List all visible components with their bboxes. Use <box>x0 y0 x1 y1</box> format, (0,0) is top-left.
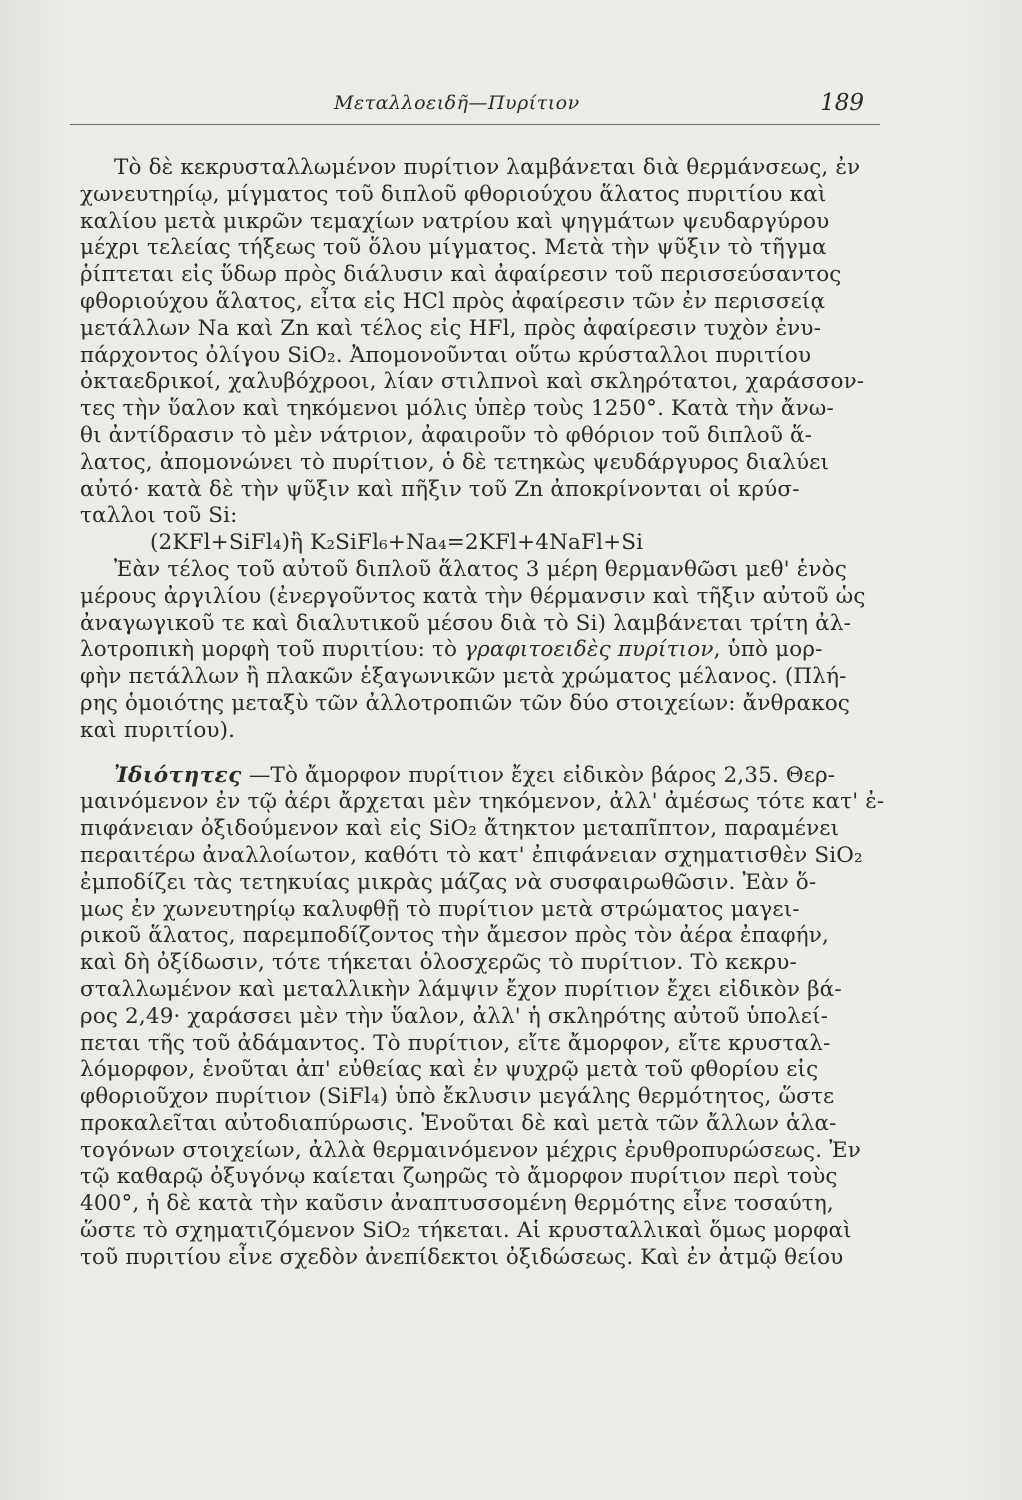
text-line: προκαλεῖται αὐτοδιαπύρωσις. Ἑνοῦται δὲ καὶ μετὰ τῶν ἄλλων ἁλα- <box>80 1110 837 1136</box>
italic-term: γραφιτοειδὲς πυρίτιον <box>464 637 714 663</box>
text-line: τογόνων στοιχείων, ἀλλὰ θερμαινόμενον μέχρις ἐρυθροπυρώσεως. Ἐν <box>80 1137 861 1163</box>
text-line: ρος 2,49· χαράσσει μὲν τὴν ὕαλον, ἀλλ' ἡ σκληρότης αὐτοῦ ὑπολεί- <box>80 1003 829 1029</box>
text-line-with-italic <box>80 637 880 664</box>
text-line: λατος, ἀπομονώνει τὸ πυρίτιον, ὁ δὲ τετηκὼς ψευδάργυρος διαλύει <box>80 449 830 475</box>
text-line: ταλλοι τοῦ Si: <box>80 503 238 529</box>
section-title: Ἰδιότητες <box>114 762 242 788</box>
text-line: 400°, ἡ δὲ κατὰ τὴν καῦσιν ἀναπτυσσομένη θερμότης εἶνε τοσαύτη, <box>80 1191 834 1217</box>
page-header <box>70 90 880 125</box>
text-line: φθοριούχου ἅλατος, εἶτα εἰς HCl πρὸς ἀφαίρεσιν τῶν ἐν περισσείᾳ <box>80 288 826 314</box>
text-run: λοτροπικὴ μορφὴ τοῦ πυριτίου: τὸ <box>80 637 465 663</box>
section-first-line <box>80 763 880 790</box>
text-line: αὐτό· κατὰ δὲ τὴν ψῦξιν καὶ πῆξιν τοῦ Zn ἀποκρίνονται οἱ κρύσ- <box>80 476 800 502</box>
text-line: μαινόμενον ἐν τῷ ἀέρι ἄρχεται μὲν τηκόμενον, ἀλλ' ἀμέσως τότε κατ' ἐ- <box>80 789 885 815</box>
text-line: φὴν πετάλλων ἢ πλακῶν ἑξαγωνικῶν μετὰ χρώματος μέλανος. (Πλή- <box>80 664 847 690</box>
text-run: —Τὸ ἄμορφον πυρίτιον ἔχει εἰδικὸν βάρος 2,35. Θερ- <box>241 762 836 788</box>
text-line: τες τὴν ὕαλον καὶ τηκόμενοι μόλις ὑπὲρ τοὺς 1250°. Κατὰ τὴν ἄνω- <box>80 396 834 422</box>
text-line: μως ἐν χωνευτηρίῳ καλυφθῇ τὸ πυρίτιον μετὰ στρώματος μαγει- <box>80 896 800 922</box>
text-line: ἀναγωγικοῦ τε καὶ διαλυτικοῦ μέσου διὰ τὸ Si) λαμβάνεται τρίτη ἀλ- <box>80 610 852 636</box>
page-body <box>80 155 885 1272</box>
text-run: , ὑπὸ μορ- <box>713 637 823 663</box>
text-line: ρικοῦ ἅλατος, παρεμποδίζοντος τὴν ἄμεσον πρὸς τὸν ἀέρα ἐπαφήν, <box>80 923 829 949</box>
paragraph-crystalline-preparation <box>80 155 880 530</box>
text-line: Ἐὰν τέλος τοῦ αὐτοῦ διπλοῦ ἅλατος 3 μέρη θερμανθῶσι μεθ' ἑνὸς <box>114 556 847 582</box>
text-line: τῷ καθαρῷ ὀξυγόνῳ καίεται ζωηρῶς τὸ ἄμορφον πυρίτιον περὶ τοὺς <box>80 1164 838 1190</box>
text-line: θι ἀντίδρασιν τὸ μὲν νάτριον, ἀφαιροῦν τὸ φθόριον τοῦ διπλοῦ ἅ- <box>80 422 813 448</box>
text-line: Τὸ δὲ κεκρυσταλλωμένον πυρίτιον λαμβάνεται διὰ θερμάνσεως, ἐν <box>114 155 861 180</box>
page-number: 189 <box>820 90 864 116</box>
text-line: μέχρι τελείας τήξεως τοῦ ὅλου μίγματος. Μετὰ τὴν ψῦξιν τὸ τῆγμα <box>80 235 827 261</box>
text-line: πεται τῆς τοῦ ἀδάμαντος. Τὸ πυρίτιον, εἴτε ἄμορφον, εἴτε κρυσταλ- <box>80 1030 831 1056</box>
running-title: Μεταλλοειδῆ—Πυρίτιον <box>334 92 580 114</box>
text-line: μέρους ἀργιλίου (ἐνεργοῦντος κατὰ τὴν θέρμανσιν καὶ τῆξιν αὐτοῦ ὡς <box>80 583 866 609</box>
text-line: σταλλωμένον καὶ μεταλλικὴν λάμψιν ἔχον πυρίτιον ἔχει εἰδικὸν βά- <box>80 976 842 1002</box>
chemical-equation: (2KFl+SiFl₄)ἢ K₂SiFl₆+Na₄=2KFl+4NaFl+Si <box>150 530 644 556</box>
text-line: λόμορφον, ἑνοῦται ἀπ' εὐθείας καὶ ἐν ψυχρῷ μετὰ τοῦ φθορίου εἰς <box>80 1057 819 1083</box>
section-properties <box>80 762 885 1272</box>
text-line: πιφάνειαν ὀξιδούμενον καὶ εἰς SiO₂ ἄτηκτον μεταπῖπτον, παραμένει <box>80 816 840 842</box>
text-line: καὶ δὴ ὀξίδωσιν, τότε τήκεται ὁλοσχερῶς τὸ πυρίτιον. Τὸ κεκρυ- <box>80 950 797 976</box>
text-line: περαιτέρω ἀναλλοίωτον, καθότι τὸ κατ' ἐπιφάνειαν σχηματισθὲν SiO₂ <box>80 842 863 868</box>
text-line: φθοριοῦχον πυρίτιον (SiFl₄) ὑπὸ ἔκλυσιν μεγάλης θερμότητος, ὥστε <box>80 1084 835 1110</box>
text-line: πάρχοντος ὀλίγου SiO₂. Ἀπομονοῦνται οὕτω κρύσταλλοι πυριτίου <box>80 342 812 368</box>
text-line: ἐμποδίζει τὰς τετηκυίας μικρὰς μάζας νὰ συσφαιρωθῶσιν. Ἐὰν ὅ- <box>80 869 817 895</box>
text-line: καλίου μετὰ μικρῶν τεμαχίων νατρίου καὶ ψηγμάτων ψευδαργύρου <box>80 208 830 234</box>
text-line: τοῦ πυριτίου εἶνε σχεδὸν ἀνεπίδεκτοι ὀξιδώσεως. Καὶ ἐν ἀτμῷ θείου <box>80 1244 844 1270</box>
paragraph-graphitic-form <box>80 557 880 745</box>
text-line: χωνευτηρίῳ, μίγματος τοῦ διπλοῦ φθοριούχου ἅλατος πυριτίου καὶ <box>80 181 827 207</box>
text-line: ὀκταεδρικοί, χαλυβόχροοι, λίαν στιλπνοὶ καὶ σκληρότατοι, χαράσσον- <box>80 369 865 395</box>
text-line: ῥίπτεται εἰς ὕδωρ πρὸς διάλυσιν καὶ ἀφαίρεσιν τοῦ περισσεύσαντος <box>80 262 842 288</box>
text-line: ὥστε τὸ σχηματιζόμενον SiO₂ τήκεται. Αἱ κρυσταλλικαὶ ὅμως μορφαὶ <box>80 1218 852 1244</box>
text-line: καὶ πυριτίου). <box>80 717 236 743</box>
text-line: ρης ὁμοιότης μεταξὺ τῶν ἀλλοτροπιῶν τῶν δύο στοιχείων: ἄνθρακος <box>80 690 850 716</box>
text-line: μετάλλων Na καὶ Zn καὶ τέλος εἰς HFl, πρὸς ἀφαίρεσιν τυχὸν ἐνυ- <box>80 315 822 341</box>
